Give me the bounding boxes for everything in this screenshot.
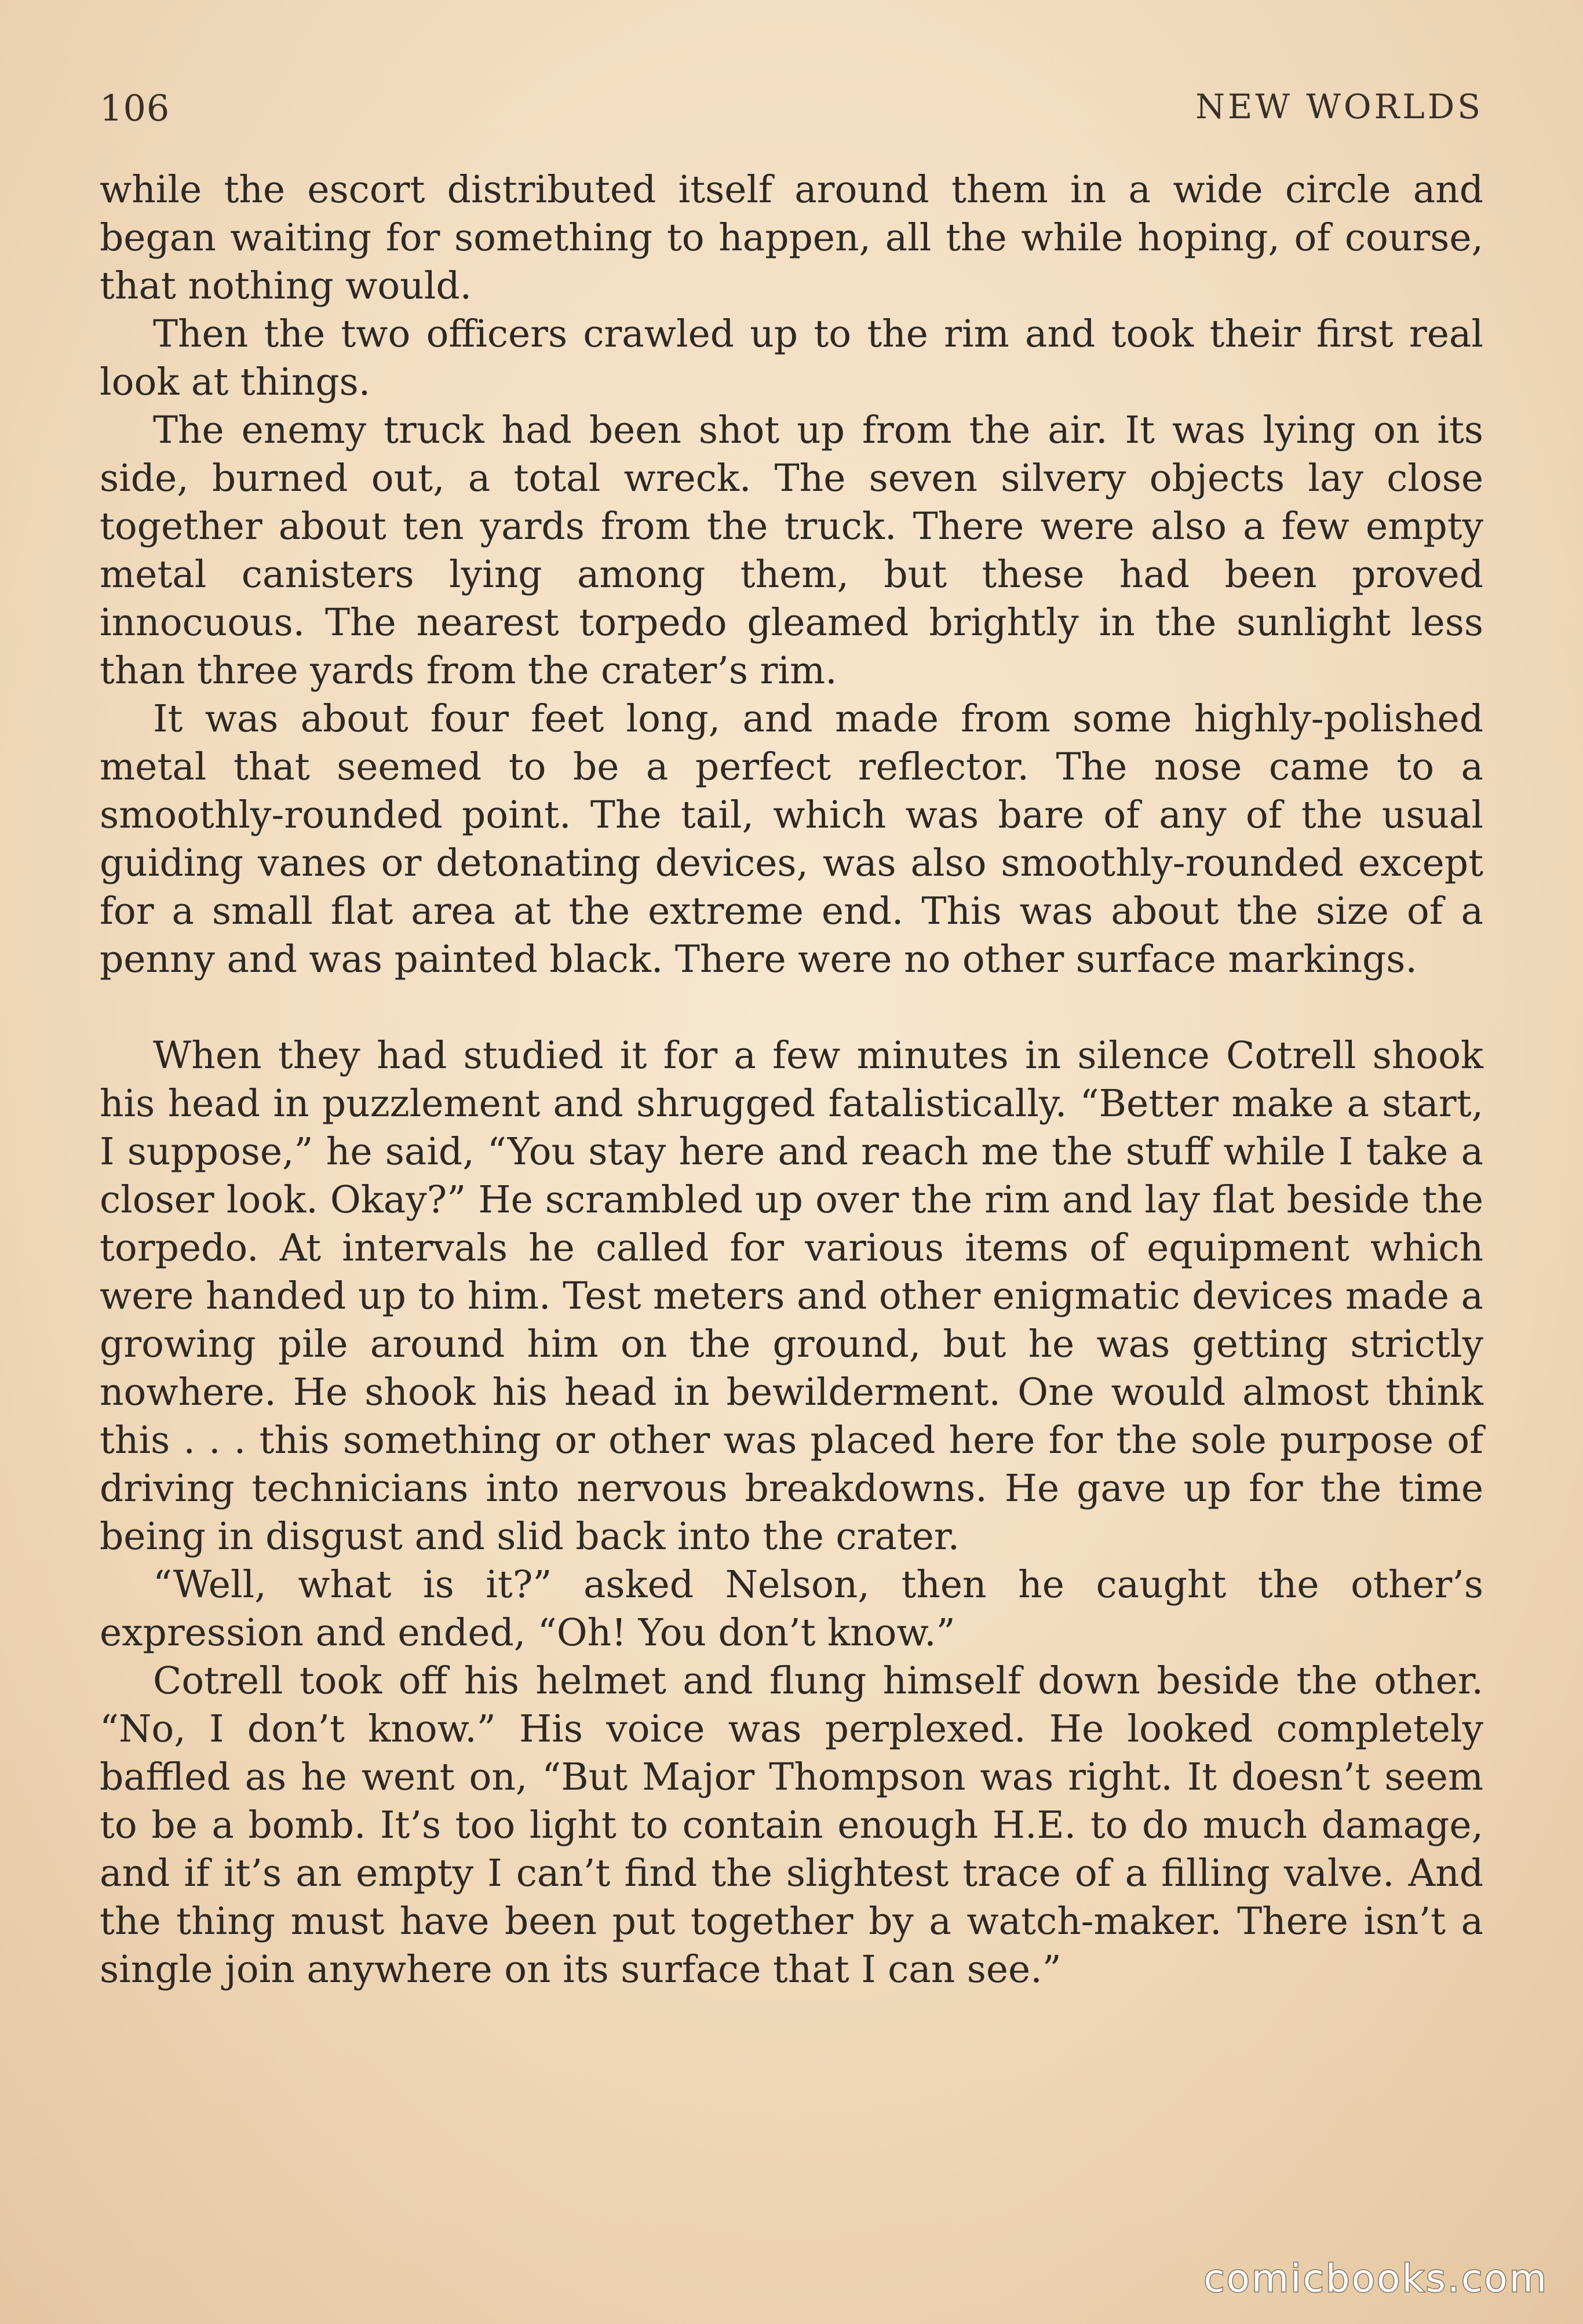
watermark: comicbooks.com bbox=[1203, 2256, 1548, 2301]
running-head: NEW WORLDS bbox=[1195, 87, 1483, 126]
paragraph: When they had studied it for a few minutes in silence Cotrell shook his head in puzzlement and shrugged fatalistically. “Better make a start, I suppose,” he said, “You stay here and reach me the stuff while I take a closer look. Okay?” He scrambled up over the rim and lay flat beside the torpedo. At intervals he called for various items of equipment which were handed up to him. Test meters and other enigmatic devices made a growing pile around him on the ground, but he was getting strictly nowhere. He shook his head in bewilderment. One would almost think this . . . this something or other was placed here for the sole purpose of driving technicians into nervous breakdowns. He gave up for the time being in disgust and slid back into the crater. bbox=[100, 1034, 1483, 1558]
paragraph: The enemy truck had been shot up from the air. It was lying on its side, burned out, a total wreck. The seven silvery objects lay close together about ten yards from the truck. There were also a few empty metal canisters lying among them, but these had been proved innocuous. The nearest torpedo gleamed brightly in the sunlight less than three yards from the crater’s rim. bbox=[100, 409, 1483, 693]
paragraph: Then the two officers crawled up to the rim and took their first real look at things. bbox=[100, 312, 1483, 404]
paragraph: Cotrell took off his helmet and flung himself down beside the other. “No, I don’t know.” His voice was perplexed. He looked completely baffled as he went on, “But Major Thompson was right. It doesn’t seem to be a bomb. It’s too light to contain enough H.E. to do much damage, and if it’s an empty I can’t find the slightest trace of a filling valve. And the thing must have been put together by a watch-maker. There isn’t a single join anywhere on its surface that I can see.” bbox=[100, 1659, 1483, 1991]
paragraph: “Well, what is it?” asked Nelson, then he caught the other’s expression and ended, “Oh! You don’t know.” bbox=[100, 1563, 1483, 1655]
body-text bbox=[100, 166, 1483, 1994]
page-header bbox=[100, 87, 1483, 133]
paragraph: It was about four feet long, and made from some highly-polished metal that seemed to be a perfect reflector. The nose came to a smoothly-rounded point. The tail, which was bare of any of the usual guiding vanes or detonating devices, was also smoothly-rounded except for a small flat area at the extreme end. This was about the size of a penny and was painted black. There were no other surface markings. bbox=[100, 697, 1483, 981]
paragraph: while the escort distributed itself around them in a wide circle and began waiting for something to happen, all the while hoping, of course, that nothing would. bbox=[100, 168, 1483, 308]
section-break bbox=[100, 983, 1483, 1032]
page-number: 106 bbox=[100, 87, 170, 129]
